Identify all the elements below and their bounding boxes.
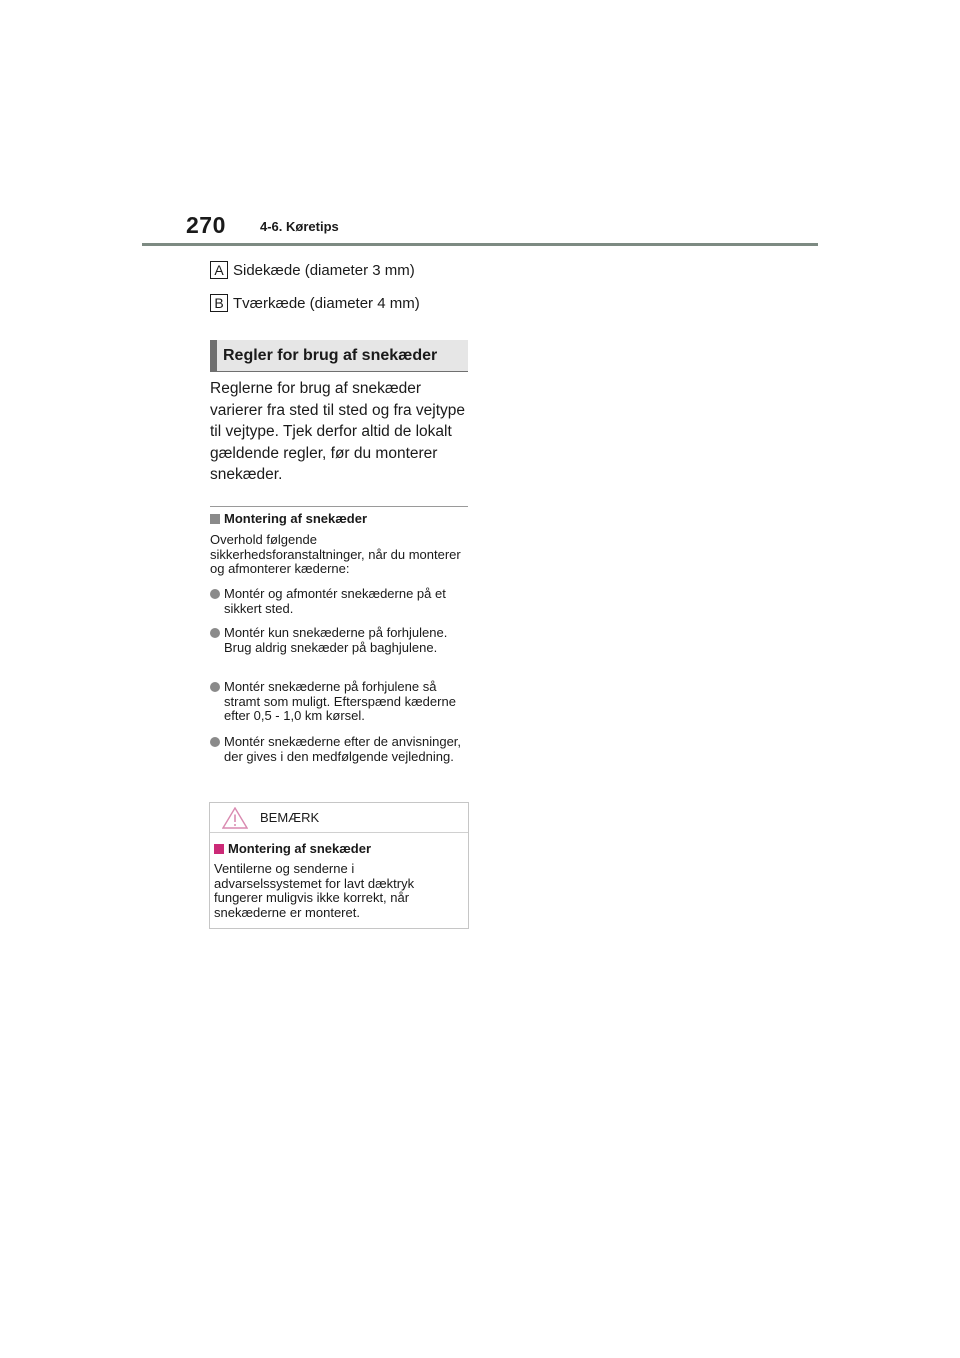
list-item-text: Montér snekæderne efter de anvisninger, der gives i den medfølgende vejledning. bbox=[224, 734, 462, 764]
list-item bbox=[210, 735, 470, 764]
notice-box bbox=[209, 802, 469, 929]
circle-bullet-icon bbox=[210, 628, 220, 638]
section-heading bbox=[210, 340, 468, 372]
circle-bullet-icon bbox=[210, 589, 220, 599]
mounting-title: Montering af snekæder bbox=[224, 511, 368, 526]
square-bullet-icon bbox=[210, 514, 220, 524]
section-heading-text: Regler for brug af snekæder bbox=[223, 346, 438, 364]
legend-text-a: Sidekæde (diameter 3 mm) bbox=[233, 261, 415, 279]
list-item bbox=[210, 680, 470, 724]
section-title: 4-6. Køretips bbox=[260, 219, 339, 234]
notice-heading bbox=[214, 841, 468, 856]
subsection-divider bbox=[210, 506, 468, 507]
notice-header bbox=[210, 803, 468, 833]
mounting-body: Overhold følgende sikkerhedsforanstaltninger, når du monterer og afmonterer kæderne: bbox=[210, 532, 461, 576]
circle-bullet-icon bbox=[210, 682, 220, 692]
notice-title: Montering af snekæder bbox=[228, 841, 372, 856]
square-bullet-icon bbox=[214, 844, 224, 854]
legend-text-b: Tværkæde (diameter 4 mm) bbox=[233, 294, 420, 312]
notice-body: Ventilerne og senderne i advarselssystemet for lavt dæktryk fungerer muligvis ikke korrekt, når snekæderne er monteret. bbox=[214, 861, 415, 920]
mounting-heading bbox=[210, 511, 367, 526]
legend-item-a bbox=[210, 259, 415, 281]
page-number: 270 bbox=[186, 212, 226, 238]
intro-paragraph: Reglerne for brug af snekæder varierer fra sted til sted og fra vejtype til vejtype. Tjek derfor altid de lokalt gældende regler, før du monterer snekæder. bbox=[210, 380, 466, 483]
list-item-text: Montér kun snekæderne på forhjulene. Brug aldrig snekæder på baghjulene. bbox=[224, 625, 448, 655]
header-divider bbox=[142, 243, 818, 246]
circle-bullet-icon bbox=[210, 737, 220, 747]
list-item bbox=[210, 587, 470, 616]
notice-label: BEMÆRK bbox=[260, 810, 320, 825]
warning-triangle-icon bbox=[222, 807, 248, 829]
legend-item-b bbox=[210, 292, 420, 314]
list-item-text: Montér og afmontér snekæderne på et sikkert sted. bbox=[224, 586, 446, 616]
list-item-text: Montér snekæderne på forhjulene så stramt som muligt. Efterspænd kæderne efter 0,5 - 1,0 km kørsel. bbox=[224, 679, 456, 723]
legend-key-b: B bbox=[210, 294, 228, 312]
list-item bbox=[210, 626, 470, 655]
legend-key-a: A bbox=[210, 261, 228, 279]
